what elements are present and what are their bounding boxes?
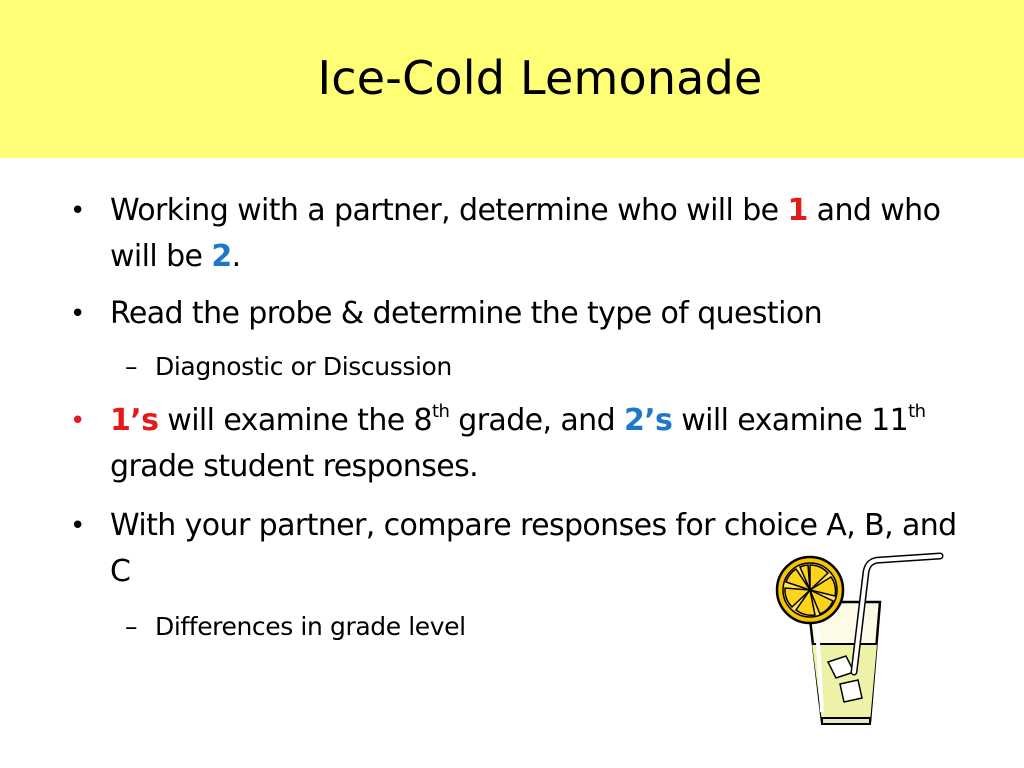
ones-label: 1’s: [110, 403, 159, 438]
sub-text: Differences in grade level: [155, 612, 466, 641]
number-two: 2: [211, 239, 232, 274]
bullet-dot: •: [70, 196, 85, 226]
twos-label: 2’s: [623, 403, 673, 438]
bullet-text: grade, and: [449, 403, 624, 438]
ordinal-suffix: th: [908, 401, 926, 422]
bullet-dot: •: [70, 511, 85, 541]
bullet-text: Working with a partner, determine who will be: [110, 193, 788, 228]
bullet-dot: •: [70, 299, 85, 329]
bullet-text: .: [231, 239, 241, 274]
sub-text: Diagnostic or Discussion: [155, 352, 452, 381]
sub-dash: –: [125, 612, 138, 641]
bullet-text: With your partner, compare responses for choice A, B, and C: [110, 508, 957, 589]
bullet-item-grades: [70, 398, 960, 490]
bullet-text: Read the probe & determine the type of question: [110, 296, 823, 331]
sub-item-differences: [125, 610, 855, 644]
lemonade-glass-icon: [770, 552, 945, 730]
bullet-text: will examine 11: [672, 403, 909, 438]
bullet-text: will examine the 8: [158, 403, 433, 438]
bullet-item-partner: [70, 188, 960, 280]
bullet-text: grade student responses.: [110, 449, 479, 484]
sub-dash: –: [125, 352, 138, 381]
bullet-item-probe: [70, 291, 960, 337]
ordinal-suffix: th: [432, 401, 450, 422]
sub-item-diagnostic: [125, 350, 855, 384]
bullet-text: and who will be: [110, 193, 941, 274]
number-one: 1: [787, 193, 808, 228]
bullet-dot: •: [70, 406, 85, 436]
slide-title: Ice-Cold Lemonade: [317, 51, 763, 105]
